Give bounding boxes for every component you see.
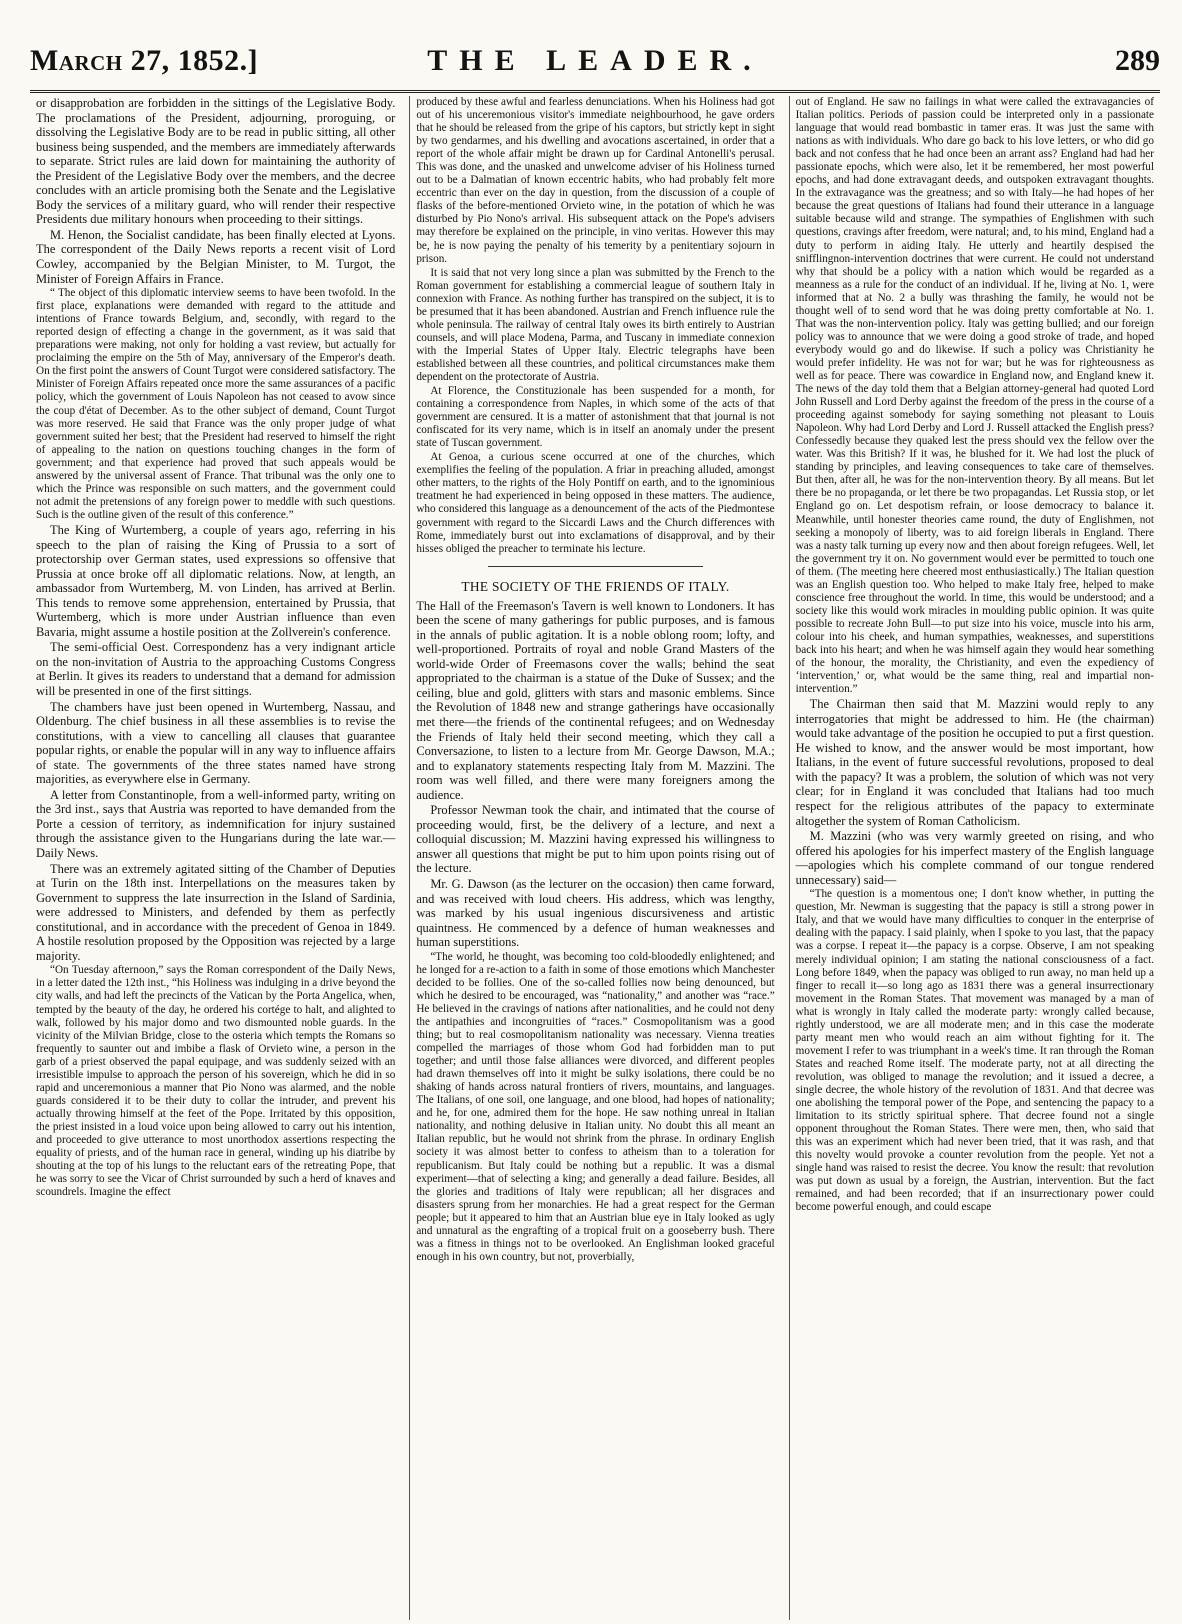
paragraph: It is said that not very long since a plan was submitted by the French to the Roman government for establishing a commercial league of southern Italy in connexion with France. As nothing further has transpired on the subject, it is to be presumed that it has been abandoned. Austrian and French influence rule the whole peninsula. The railway of central Italy owes its birth entirely to Austrian counsels, and will place Modena, Parma, and Tuscany in immediate connexion with the Imperial States of Upper Italy. Electric telegraphs have been established between all these countries, and political circumstances make them dependent on the protectorate of Austria.: [416, 266, 775, 383]
paragraph: M. Mazzini (who was very warmly greeted on rising, and who offered his apologies for his imperfect mastery of the English language—apologies which his complete command of our tongue rendered unnecessary) said—: [795, 829, 1154, 887]
column-2: [409, 96, 780, 1620]
paragraph: There was an extremely agitated sitting of the Chamber of Deputies at Turin on the 18th inst. Interpellations on the measures taken by Government to suppress the late insurrection in the Island of Sardinia, were addressed to Ministers, and defended by them as perfectly constitutional, and in accordance with the precedent of Genoa in 1849. A hostile resolution proposed by the Opposition was rejected by a large majority.: [36, 861, 396, 963]
paragraph: At Genoa, a curious scene occurred at one of the churches, which exemplifies the feeling of the population. A friar in preaching alluded, amongst other matters, to the rights of the Holy Pontiff on earth, and to the ignominious treatment he had experienced in being opposed in these matters. The audience, who considered this language as a denouncement of the acts of the Piedmontese government with regard to the Siccardi Laws and the Church differences with Rome, immediately burst out into exclamations of disapproval, and by their hisses obliged the preacher to terminate his lecture.: [416, 451, 775, 555]
paragraph: The Chairman then said that M. Mazzini would reply to any interrogatories that might be addressed to him. He (the chairman) would take advantage of the position he occupied to put a first question. He wished to know, and the answer would be most important, how Italians, in the event of future successful revolutions, proposed to deal with the papacy? It was a problem, the solution of which was not very clear; for in England it was concluded that Italians had too much respect for the religious attributes of the papacy to exterminate altogether the system of Roman Catholicism.: [795, 697, 1154, 828]
column-2-bottom: [416, 599, 774, 1264]
paragraph: “On Tuesday afternoon,” says the Roman correspondent of the Daily News, in a letter dated the 12th inst., “his Holiness was indulging in a drive beyond the city walls, and had left the precincts of the Vatican by the Porta Angelica, when, tempted by the beauty of the day, he ordered his cortége to halt, and alighted to walk, followed by his major domo and two dismounted noble guards. In the vicinity of the Milvian Bridge, close to the osteria which tempts the Romans so frequently to saunter out and imbibe a flask of Orvieto wine, a person in the garb of a priest observed the papal equipage, and was suddenly seized with an irresistible impulse to approach the person of his sovereign, which he did in so rapid and unceremonious a manner that Pio Nono was alarmed, and the noble guards considered it to be their duty to collar the intruder, and prevent his actually throwing himself at the feet of the Pope. Irritated by this opposition, the priest insisted in a loud voice upon being allowed to carry out his intention, and proceeded to give utterance to most unorthodox assertions respecting the equality of priests, and of the human race in general, winding up his diatribe by shouting at the top of his lungs to the reluctant ears of the retreating Pope, that he was sorry to see the Vicar of Christ surrounded by such a herd of knaves and scoundrels. Imagine the effect: [36, 964, 396, 1199]
paragraph: Mr. G. Dawson (as the lecturer on the occasion) then came forward, and was received with loud cheers. His address, which was lengthy, was marked by his usual ingenious discursiveness and artistic quaintness. He commenced by a defence of human weaknesses and human superstitions.: [416, 877, 775, 950]
paragraph: or disapprobation are forbidden in the sittings of the Legislative Body. The proclamations of the President, adjourning, proroguing, or dissolving the Legislative Body are to be read in public sitting, all other business being suspended, and the members are immediately afterwards to separate. Strict rules are laid down for maintaining the authority of the President of the Legislative Body over the members, and the decree concludes with an article promising both the Senate and the Legislative Body the services of a military guard, who will render their respective Presidents due military honours when proceeding to their sittings.: [36, 96, 396, 227]
paragraph: produced by these awful and fearless denunciations. When his Holiness had got out of his unceremonious visitor's immediate neighbourhood, he gave orders that he should be released from the gripe of his captors, but strictly kept in sight by two gendarmes, and his dwelling and avocations ascertained, in order that a report of the whole affair might be drawn up for Cardinal Antonelli's perusal. This was done, and the unasked and unwelcome adviser of his Holiness turned out to be a Dalmatian of known eccentric habits, who had probably felt more eccentric than ever on the day in question, from the discussion of a couple of flasks of the before-mentioned Orvieto wine, in the potation of which he was disturbed by Pio Nono's arrival. His subsequent attack on the Pope's advisers may therefore be explained on the principle, in vino veritas. However this may be, he is now paying the penalty of his temerity by a penitentiary sojourn in prison.: [416, 96, 775, 265]
paragraph: The chambers have just been opened in Wurtemberg, Nassau, and Oldenburg. The chief business in all these assemblies is to revise the constitutions, with a view to cancelling all clauses that guarantee popular rights, or enable the popular will in any way to influence affairs of state. The governments of the three states named have strong majorities, as everywhere else in Germany.: [36, 699, 396, 787]
issue-date: March 27, 1852.]: [30, 44, 259, 77]
column-1: [30, 96, 401, 1620]
article-columns: [30, 96, 1160, 1620]
paragraph: out of England. He saw no failings in what were called the extravagancies of Italian politics. Periods of passion could be interpreted only in a passionate language that would read bombastic in tamer eras. It was just the same with nations as with individuals. Who dare go back to his love letters, or who did go back and not confess that he had once been an arrant ass? England had had her passionate epochs, which were also, let it be remembered, her most powerful epochs, and had done extravagant deeds, and outspoken extravagant thoughts. In the extravagance was the greatness; and so with Italy—he had hopes of her because the great questions of Italians had found their utterance in a language suitable because wild and strange. The sympathies of Englishmen with such questions, cravings after freedom, were natural; and, to his mind, England had a duty to perform in aiding Italy. He utterly and heartily despised the snifflingnon-intervention doctrines that were current. He could not understand why that should be a policy with a nation which would be regarded as a meanness as a rule for the conduct of an individual. If he, living at No. 1, were informed that at No. 2 a bully was thrashing the family, he would not be thought well of to send word that he was doing pretty comfortable at No. 1. That was the non-intervention policy. Italy was getting bullied; and our foreign policy was to announce that we were doing a good stroke of trade, and hoped everybody would go and do likewise. If such a policy was Christianity he would prefer infidelity. He was not for war; but he was for righteousness as well as for peace. There was cowardice in England now, and England knew it. The news of the day told them that a Belgian attorney-general had quoted Lord John Russell and Lord Derby against the freedom of the press in the course of a proceeding against somebody for saying something not pleasant to Louis Napoleon. Why had Lord Derby and Lord J. Russell attacked the English press? Confessedly because they quaked lest the press should vex the fellow over the water. Was this British? If it was, he blushed for it. We had lost the pluck of standing by principles, and leaving consequences to take care of themselves. But then, after all, he was for the non-intervention theory. By all means. But let there be no propaganda, or let there be two propagandas. Let Russia stop, or let England go on. Let despotism refrain, or loose democracy to balance it. Meanwhile, until honester theories came round, the duty of Englishmen, not seeking a monopoly of liberty, was to aid foreign liberals in England. There was a nasty talk turning up every now and then about foreign refugees. Well, let the government try it on. No government would ever be permitted to touch one of them. (The meeting here cheered most enthusiastically.) The Italian question was an English question too. Who helped to make Italy free, helped to make conscience free throughout the world. In time, this would be understood; and a society like this would work miracles in moulding public opinion. It was quite possible to recreate John Bull—to put size into his voice, muscle into his arm, colour into his cheek, and human sympathies, weaknesses, and superstitions back into his heart; and when he was himself again they would hear something of the honour, the morality, the Christianity, and even the expediency of ‘intervention,’ or, what would be the same thing, real and impartial non-intervention.”: [795, 96, 1154, 696]
paragraph: “ The object of this diplomatic interview seems to have been twofold. In the first place, explanations were demanded with regard to the attitude and intentions of France towards Belgium, and, secondly, with regard to the reported design of effecting a change in the government, as it was said that preparations were making, not only for holding a vast review, but actually for proclaiming the empire on the 5th of May, anniversary of the Emperor's death. On the first point the answers of Count Turgot were considered satisfactory. The Minister of Foreign Affairs repeated once more the same assurances of a pacific policy, which the government of Louis Napoleon has not ceased to avow since the coup d'état of December. As to the other subject of demand, Count Turgot was more reserved. He said that France was the only proper judge of what government suited her best; that the President had reserved to himself the right of appealing to the nation on questions touching changes in the form of government; and that experience had proved that such appeals would be answered by the universal assent of France. That tribunal was the only one to which the Prince was responsible on such matters, and the government could not admit the pretensions of any foreign power to meddle with such questions. Such is the outline given of the result of this conference.”: [36, 287, 396, 521]
paragraph: “The world, he thought, was becoming too cold-bloodedly enlightened; and he longed for a re-action to a faith in some of those emotions which Manchester decided to be follies. One of the so-called follies now being denounced, but which he desired to be encouraged, was “nationality,” and another was “race.” He believed in the cravings of nations after nationalities, and he could not deny the antipathies and incongruities of “races.” Cosmopolitanism was a good thing; but to real cosmopolitanism nationality was necessary. Vienna treaties compelled the marriages of those whom God had forbidden man to put together; and until those false alliances were divorced, and different peoples had drawn themselves off into it might be sulky isolations, there could be no shaking of hands across natural frontiers of rivers, mountains, and languages. The Italians, of one soil, one language, and one blood, had hopes of nationality; and he, for one, admired them for the hope. He saw nothing unreal in Italian nationality, and nothing delusive in Italian unity. No doubt this all meant an Italian republic, but he would not shrink from the phrase. In ordinary English society it was almost better to confess to atheism than to a toleration for republicanism. But Italy could be nothing but a republic. It was a dismal experiment—that of selecting a king; and generally a dead failure. Besides, all the glories and traditions of Italy were republican; all her disgraces and disasters sprung from her monarchies. He had a great respect for the German people; but it appeared to him that an Austrian blue eye in Italy looked as ugly and unnatural as the engrafting of a tropical fruit on a gooseberry bush. There was a fitness in things not to be overlooked. An Englishman looked graceful enough in his own country, but not, proverbially,: [416, 950, 775, 1263]
paragraph: “The question is a momentous one; I don't know whether, in putting the question, Mr. Newman is suggesting that the papacy is still a strong power in Italy, and that we would have many difficulties to conquer in the enterprise of dealing with the papacy. I said plainly, when I spoke to you last, that the papacy was a corpse. I repeat it—the papacy is a corpse. Observe, I am not speaking merely individual opinion; I am stating the national consciousness of a fact. Long before 1849, when the papacy was obliged to run away, no man held up a finger to recall it—so long ago as 1831 there was a general insurrectionary movement in the Roman States. That movement was managed by a man of what is wrongly in Italy called the moderate party: wrongly called because, rightly understood, we are all moderate men; and in this case the moderate party meant men who would reach an aim without fighting for it. The movement I refer to was triumphant in a week's time. It ran through the Roman States and reached Rome itself. The moderate party, not at all directing the revolution, was obliged to manage the revolution; and it issued a decree, a single decree, the whole history of the revolution of 1831. And that decree was one abolishing the temporal power of the Pope, and sentencing the papacy to a limitation to its strictly spiritual sphere. That decree found not a single opponent throughout the Roman States. There were men, then, who said that this was an experiment which had never been tried, that it was rash, and that this novelty would provoke a counter revolution from the people. Yet not a single hand was raised to resist the decree. You know the result: that revolution was put down as usual by a foreign, the Austrian, intervention. But the fact remained, and had been recorded; that if an insurrectionary power could become powerful enough, and could escape: [795, 888, 1154, 1214]
paragraph: A letter from Constantinople, from a well-informed party, writing on the 3rd inst., says that Austria was reported to have demanded from the Porte a cession of territory, as indemnification for injury sustained through the assistance given to the Hungarians during the late war.—Daily News.: [36, 787, 396, 860]
paragraph: The King of Wurtemberg, a couple of years ago, referring in his speech to the plan of raising the King of Prussia to a sort of protectorship over German states, used expressions so offensive that Prussia at once broke off all diplomatic relations. Now, at length, an ambassador from Wurtemberg, M. von Linden, has arrived at Berlin. This tends to remove some apprehension, entertained by Prussia, that Wurtemberg, which is more under Austrian influence than even Bavaria, might assume a hostile position at the Zollverein's conference.: [36, 522, 396, 639]
page-number: 289: [1115, 44, 1160, 77]
paragraph: M. Henon, the Socialist candidate, has been finally elected at Lyons. The correspondent of the Daily News reports a recent visit of Lord Cowley, accompanied by the Belgian Minister, to M. Turgot, the Minister of Foreign Affairs in France.: [36, 227, 396, 286]
masthead: [30, 44, 1160, 88]
masthead-rule: [30, 90, 1160, 93]
paragraph: Professor Newman took the chair, and intimated that the course of proceeding would, first, be the delivery of a lecture, and next a colloquial discussion; M. Mazzini having expressed his willingness to answer all questions that might be put to him upon points rising out of the lecture.: [416, 803, 775, 876]
column-2-top: [416, 96, 774, 556]
newspaper-title: THE LEADER.: [427, 44, 763, 77]
paragraph: At Florence, the Constituzionale has been suspended for a month, for containing a correspondence from Naples, in which some of the acts of that government are censured. It is a matter of astonishment that that journal is not confiscated for its very name, which is in itself an anomaly under the present state of Tuscan government.: [416, 385, 775, 450]
paragraph: The Hall of the Freemason's Tavern is well known to Londoners. It has been the scene of many gatherings for public purposes, and is famous in the annals of public agitation. It is a noble oblong room; lofty, and well-proportioned. Portraits of royal and noble Grand Masters of the world-wide Order of Freemasons cover the walls; behind the seat appropriated to the chairman is a statue of the Duke of Sussex; and the ceiling, blue and gold, glitters with stars and masonic emblems. Since the Revolution of 1848 new and strange gatherings have occasionally met there—the friends of the continental refugees; and on Wednesday the Friends of Italy held their second meeting, which they call a Conversazione, to listen to a lecture from Mr. George Dawson, M.A.; and to explanatory statements respecting Italy from M. Mazzini. The room was well filled, and there were many foreigners among the audience.: [416, 598, 775, 802]
column-3: [789, 96, 1160, 1620]
section-divider: [488, 566, 703, 567]
paragraph: The semi-official Oest. Correspondenz has a very indignant article on the non-invitation of Austria to the approaching Customs Congress at Berlin. It gives its readers to understand that a demand for admission will be presented in one of the first sittings.: [36, 640, 396, 698]
section-heading: THE SOCIETY OF THE FRIENDS OF ITALY.: [461, 578, 730, 594]
